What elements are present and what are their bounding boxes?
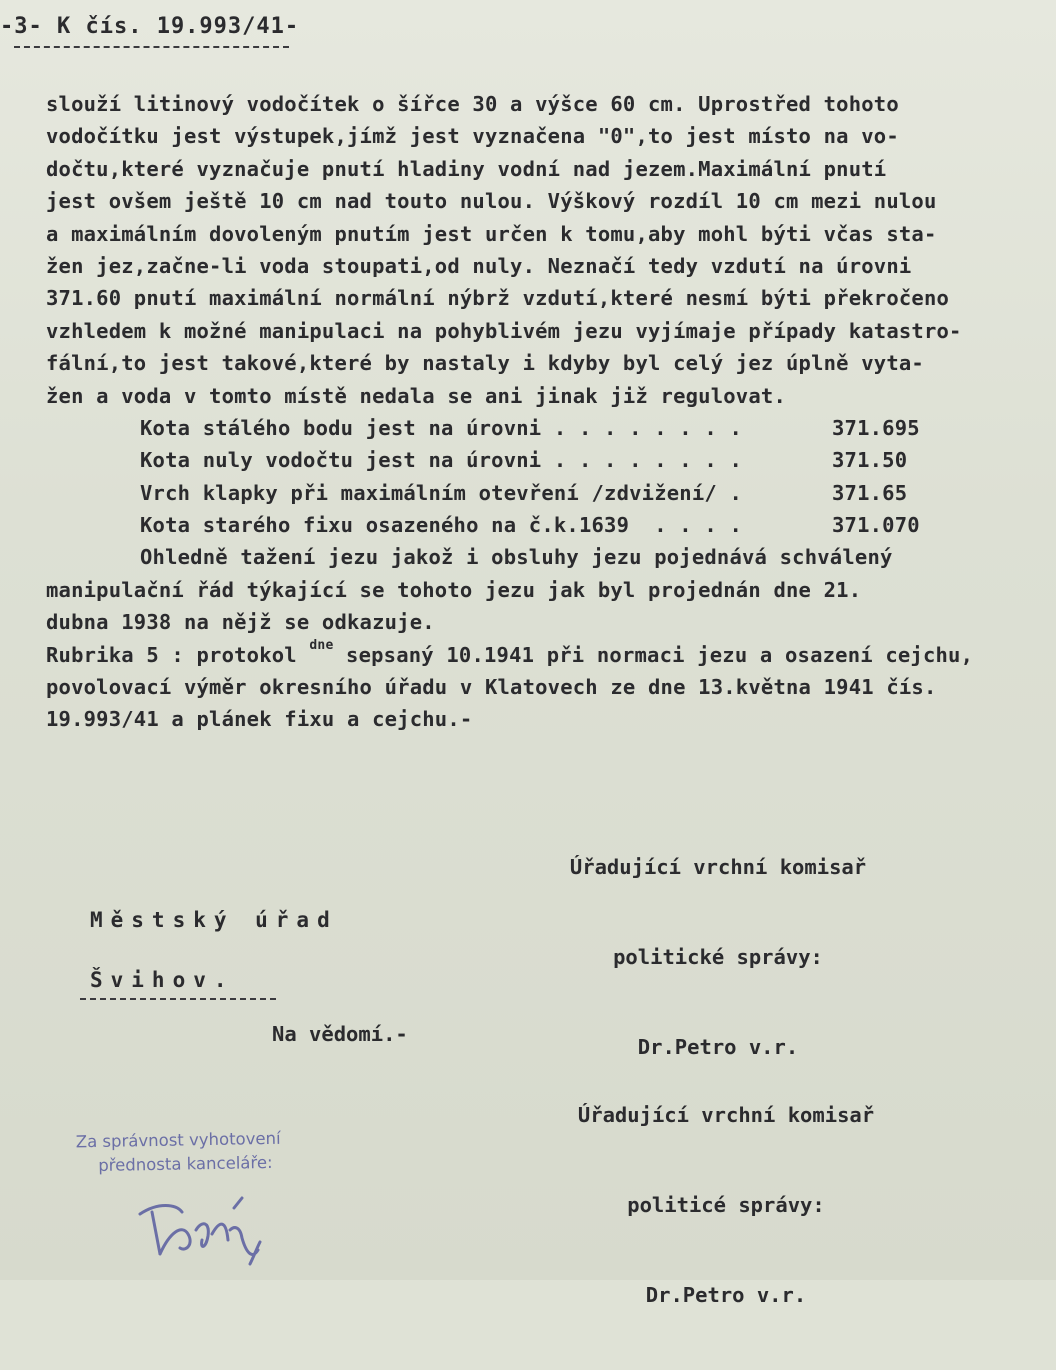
addressee-underline — [80, 998, 276, 1000]
manipulation-line: dubna 1938 na nějž se odkazuje. — [46, 610, 435, 635]
body-line: vodočítku jest výstupek,jímž jest vyznačena "0",to jest místo na vo- — [46, 124, 899, 149]
body-line: 371.60 pnutí maximální normální nýbrž vzdutí,které nesmí býti překročeno — [46, 286, 950, 311]
rubrika-line1-after: sepsaný 10.1941 při normaci jezu a osazení cejchu, — [333, 642, 974, 667]
body-line: vzhledem k možné manipulaci na pohyblivém jezu vyjímaje případy katastro- — [46, 318, 962, 343]
signature-title: Úřadující vrchní komisař — [569, 855, 867, 879]
document-body — [46, 88, 1046, 736]
kota-label: Vrch klapky při maximálním otevření /zdvižení/ . — [140, 480, 743, 505]
signature-office: politicé správy: — [627, 1193, 825, 1217]
manipulation-line: Ohledně tažení jezu jakož i obsluhy jezu pojednává schválený — [140, 545, 893, 570]
rubrika-line: povolovací výměr okresního úřadu v Klatovech ze dne 13.května 1941 čís. — [46, 675, 937, 700]
note-for-information: Na vědomí.- — [272, 1022, 408, 1046]
body-line: žen jez,začne-li voda stoupati,od nuly. Neznačí tedy vzdutí na úrovni — [46, 253, 912, 278]
addressee-line2: Švihov. — [90, 968, 235, 992]
stamp-line1: Za správnost vyhotovení — [75, 1128, 281, 1152]
kota-value: 371.070 — [832, 513, 920, 538]
kota-row — [46, 477, 1046, 509]
rubrika-line1-before: Rubrika 5 : protokol — [46, 642, 310, 667]
manipulation-line: manipulační řád týkající se tohoto jezu jak byl projednán dne 21. — [46, 577, 862, 602]
stamp-line2: přednosta kanceláře: — [98, 1152, 273, 1175]
rubrika-superscript-insertion: dne — [309, 637, 334, 653]
signature-name: Dr.Petro v.r. — [645, 1283, 807, 1307]
body-line: jest ovšem ještě 10 cm nad touto nulou. Výškový rozdíl 10 cm mezi nulou — [46, 189, 937, 214]
kota-row — [46, 509, 1046, 541]
kota-label: Kota starého fixu osazeného na č.k.1639 . . . . — [140, 513, 743, 538]
rubrika-line — [46, 639, 1046, 671]
kota-row — [46, 444, 1046, 476]
body-line: žen a voda v tomto místě nedala se ani jinak již regulovat. — [46, 383, 786, 408]
body-line: dočtu,které vyznačuje pnutí hladiny vodní nad jezem.Maximální pnutí — [46, 156, 887, 181]
kota-label: Kota nuly vodočtu jest na úrovni . . . . . . . . — [140, 448, 743, 473]
rubrika-line: 19.993/41 a plánek fixu a cejchu.- — [46, 707, 473, 732]
kota-value: 371.695 — [832, 415, 920, 440]
office-stamp — [76, 1126, 347, 1179]
kota-row — [46, 412, 1046, 444]
kota-value: 371.50 — [832, 448, 908, 473]
header-underline — [14, 46, 289, 48]
kota-value: 371.65 — [832, 480, 908, 505]
handwritten-signature — [130, 1190, 290, 1270]
signature-block-2 — [556, 1040, 896, 1370]
signature-office: politické správy: — [613, 945, 823, 969]
body-line: a maximálním dovoleným pnutím jest určen k tomu,aby mohl býti včas sta- — [46, 221, 937, 246]
signature-name: Dr.Petro v.r. — [637, 1035, 799, 1059]
kota-label: Kota stálého bodu jest na úrovni . . . . . . . . — [140, 415, 743, 440]
document-reference-header: -3- K čís. 19.993/41- — [0, 14, 300, 39]
signature-title: Úřadující vrchní komisař — [577, 1103, 875, 1127]
addressee-line1: Městský úřad — [90, 908, 338, 932]
body-line: fální,to jest takové,které by nastaly i kdyby byl celý jez úplně vyta- — [46, 351, 924, 376]
body-line: slouží litinový vodočítek o šířce 30 a výšce 60 cm. Uprostřed tohoto — [46, 92, 899, 116]
